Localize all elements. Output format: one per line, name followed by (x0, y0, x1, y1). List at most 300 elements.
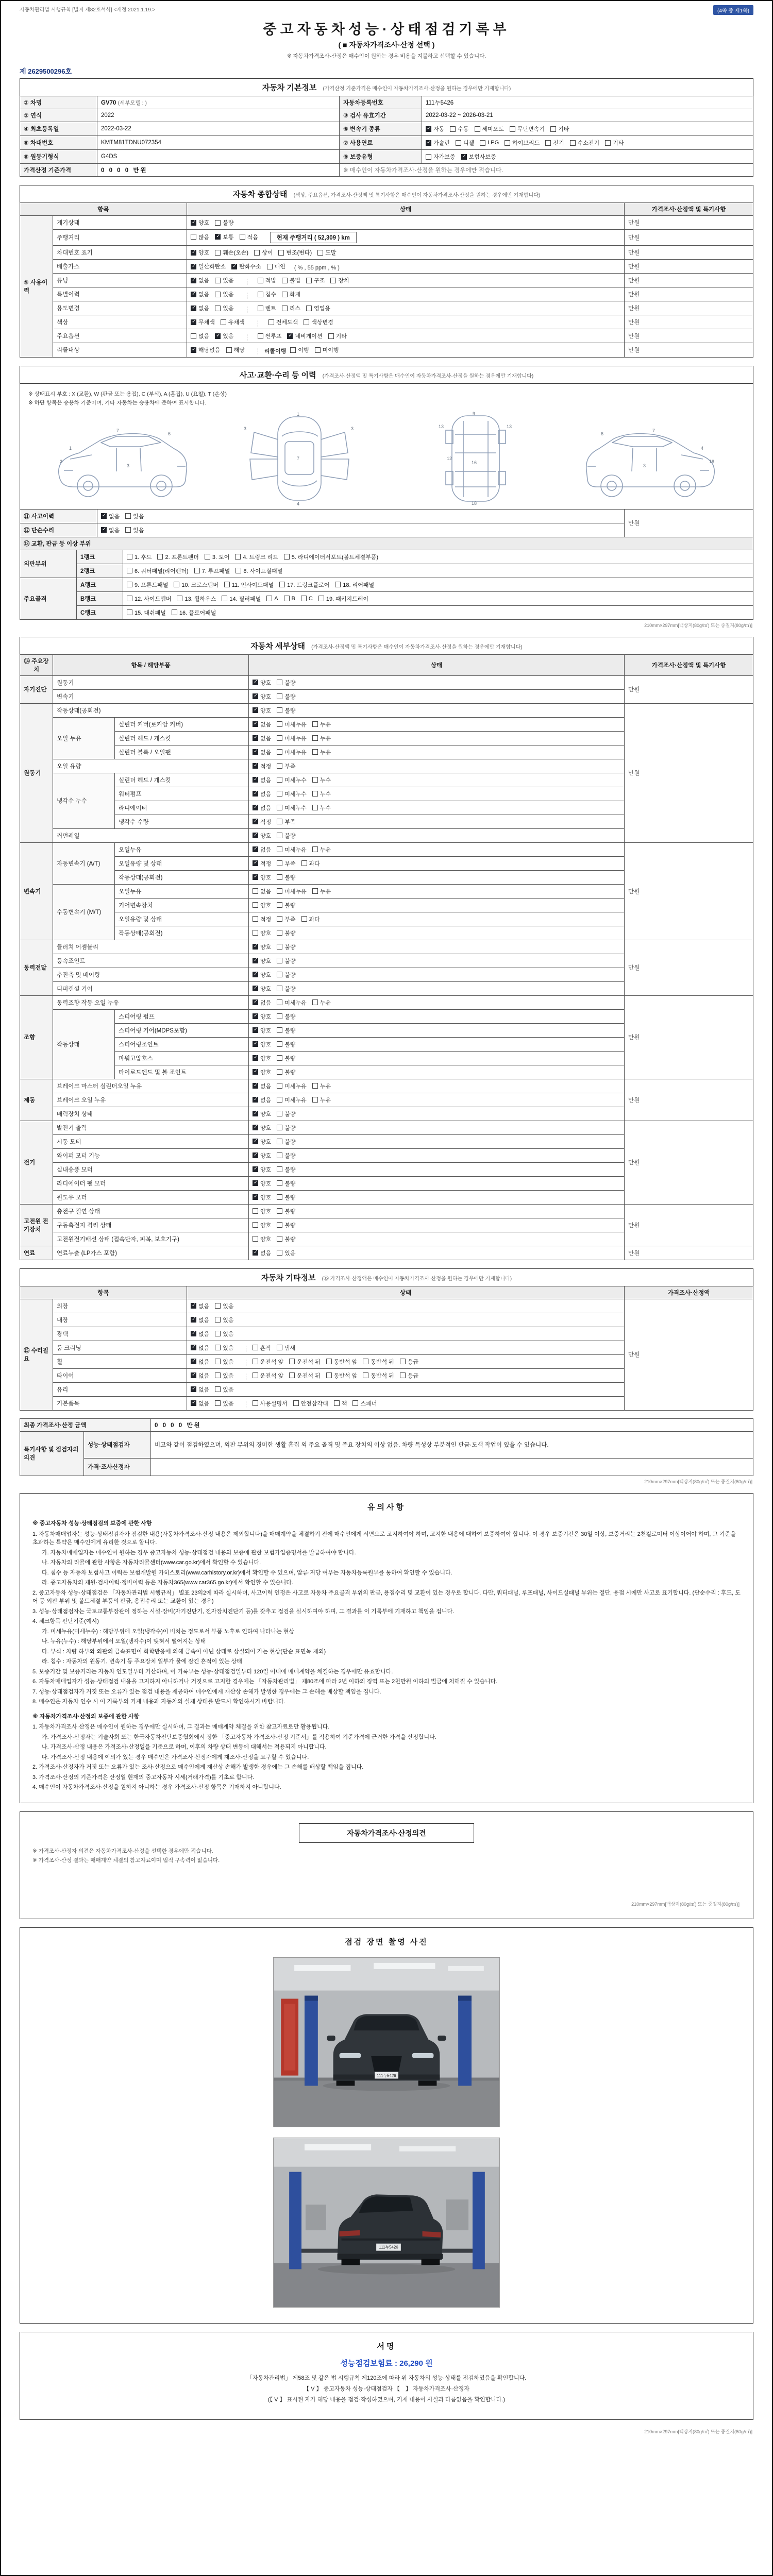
checkbox-box (215, 278, 221, 283)
checkbox-미이행[interactable] (315, 346, 339, 354)
checkbox-무단변속기[interactable] (510, 125, 545, 133)
checkbox-불량[interactable] (277, 901, 295, 909)
checkbox-label: 미세누유 (284, 1097, 307, 1104)
checkbox-이행[interactable] (290, 346, 309, 354)
checkbox-LPG[interactable] (480, 140, 499, 146)
notices-title: 유의사항 (367, 1502, 406, 1512)
checkbox-불량[interactable] (277, 1040, 295, 1048)
checkbox-동반석 뒤[interactable] (363, 1371, 394, 1380)
sub-option-label (247, 293, 254, 299)
checkbox-기타[interactable] (605, 139, 624, 147)
checkbox-없음[interactable] (101, 512, 120, 520)
checkbox-불량[interactable] (277, 706, 295, 715)
notice-line: 1. 자동차매매업자는 성능·상태점검자가 점검한 내용(자동차가격조사·산정 내용은 제외합니다)을 매매계약을 체결하기 전에 매수인에게 서면으로 고지하여야 하며, 고지한 내용에 대하여 보증하여야 합니다. 이 경우 보증기간은 30일 이상, 보증거리는 2천킬로미터 이상이어야 하며, 그 기준을 초과하는 특약은 매수인에게 유리한 것으로 합니다. (32, 1531, 736, 1546)
checkbox-양호[interactable] (253, 1124, 271, 1132)
checkbox-적음[interactable] (240, 233, 258, 241)
item-label: 유리 (53, 1382, 187, 1396)
detail-row (20, 1079, 753, 1093)
checkbox-box (191, 347, 196, 353)
checkbox-없음[interactable] (191, 1302, 209, 1310)
checkbox-없음[interactable] (191, 1358, 209, 1366)
state-cell (187, 1313, 625, 1327)
checkbox-9. 프론트패널[interactable] (127, 581, 168, 589)
checkbox-양호[interactable] (253, 1026, 271, 1035)
checkbox-있음[interactable] (215, 1399, 233, 1408)
checkbox-있음[interactable] (215, 1330, 233, 1338)
checkbox-label: 무단변속기 (517, 126, 545, 132)
state-cell (249, 675, 625, 689)
checkbox-미세누수[interactable] (277, 776, 307, 784)
checkbox-box (215, 220, 221, 226)
checkbox-13. 휠하우스[interactable] (177, 595, 216, 603)
checkbox-box (253, 1013, 258, 1019)
checkbox-불량[interactable] (277, 1054, 295, 1062)
checkbox-box (277, 735, 282, 741)
checkbox-양호[interactable] (253, 692, 271, 701)
accident-title-note: (가격조사·산정액 및 특기사항은 매수인이 자동차가격조사·산정을 원하는 경우에만 기재합니다) (322, 373, 534, 379)
checkbox-미세누유[interactable] (277, 998, 307, 1007)
checkbox-label: 침수 (265, 292, 276, 298)
checkbox-상이[interactable] (254, 248, 273, 257)
checkbox-수동[interactable] (450, 125, 468, 133)
checkbox-19. 패키지트레이[interactable] (318, 595, 368, 603)
checkbox-label: 과다 (309, 916, 320, 923)
checkbox-없음[interactable] (253, 845, 271, 854)
checkbox-양호[interactable] (253, 1179, 271, 1188)
checkbox-양호[interactable] (253, 957, 271, 965)
checkbox-장치[interactable] (330, 276, 349, 284)
checkbox-불량[interactable] (215, 218, 233, 227)
checkbox-15. 대쉬패널[interactable] (127, 608, 166, 617)
checkbox-미세누유[interactable] (277, 1096, 307, 1104)
checkbox-미세누유[interactable] (277, 845, 307, 854)
checkbox-없음[interactable] (191, 1316, 209, 1324)
checkbox-box (101, 513, 107, 519)
rank1-label: 1랭크 (77, 550, 123, 564)
checkbox-box (550, 126, 556, 132)
checkbox-불량[interactable] (277, 1110, 295, 1118)
checkbox-불량[interactable] (277, 1165, 295, 1174)
checkbox-불량[interactable] (277, 971, 295, 979)
rankA-row (20, 578, 753, 591)
checkbox-적정[interactable] (253, 762, 271, 770)
checkbox-box (570, 140, 576, 146)
checkbox-적정[interactable] (253, 915, 271, 923)
checkbox-label: 불량 (284, 1208, 296, 1215)
state-cell (249, 968, 625, 981)
checkbox-수소전기[interactable] (570, 139, 600, 147)
checkbox-없음[interactable] (191, 1385, 209, 1394)
checkbox-label: 있음 (223, 1317, 234, 1324)
checkbox-과다[interactable] (301, 859, 320, 868)
checkbox-label: 없음 (109, 527, 120, 534)
checkbox-동반석 뒤[interactable] (363, 1358, 394, 1366)
checkbox-탄화수소[interactable] (231, 262, 261, 270)
checkbox-미세누수[interactable] (277, 790, 307, 798)
checkbox-label: 기타 (335, 333, 347, 340)
state-cell (249, 856, 625, 870)
checkbox-3. 도어[interactable] (205, 553, 229, 561)
checkbox-누유[interactable] (312, 998, 331, 1007)
checkbox-불량[interactable] (277, 1193, 295, 1201)
checkbox-label: 불량 (284, 1236, 296, 1243)
checkbox-양호[interactable] (253, 1221, 271, 1229)
checkbox-양호[interactable] (253, 1138, 271, 1146)
checkbox-B[interactable] (284, 596, 295, 602)
checkbox-디젤[interactable] (456, 139, 474, 147)
checkbox-자가보증[interactable] (426, 152, 456, 161)
checkbox-응급[interactable] (400, 1358, 418, 1366)
checkbox-label: 냄새 (284, 1345, 296, 1351)
checkbox-양호[interactable] (253, 679, 271, 687)
checkbox-불량[interactable] (277, 985, 295, 993)
checkbox-양호[interactable] (253, 873, 271, 882)
first-registration-label: ④ 최초등록일 (20, 122, 97, 136)
checkbox-운전석 앞[interactable] (253, 1371, 284, 1380)
checkbox-양호[interactable] (253, 943, 271, 951)
checkbox-불량[interactable] (277, 957, 295, 965)
checkbox-불량[interactable] (277, 679, 295, 687)
checkbox-있음[interactable] (215, 1344, 233, 1352)
section-price-opinion (20, 1811, 753, 1919)
checkbox-box (236, 568, 241, 573)
checkbox-18. 리어패널[interactable] (335, 581, 374, 589)
checkbox-양호[interactable] (253, 985, 271, 993)
checkbox-불량[interactable] (277, 943, 295, 951)
checkbox-없음[interactable] (191, 1330, 209, 1338)
checkbox-스패너[interactable] (352, 1399, 377, 1408)
checkbox-가솔린[interactable] (426, 139, 450, 147)
checkbox-있음[interactable] (125, 512, 144, 520)
checkbox-미세누유[interactable] (277, 720, 307, 728)
checkbox-동반석 앞[interactable] (326, 1371, 358, 1380)
checkbox-label: 동반석 앞 (333, 1359, 358, 1365)
rankA-label: A랭크 (77, 578, 123, 591)
checkbox-없음[interactable] (253, 1249, 271, 1257)
checkbox-없음[interactable] (253, 998, 271, 1007)
checkbox-양호[interactable] (253, 1054, 271, 1062)
checkbox-도말[interactable] (317, 248, 336, 257)
checkbox-불법[interactable] (282, 276, 300, 284)
checkbox-썬루프[interactable] (258, 332, 282, 340)
checkbox-누수[interactable] (312, 804, 331, 812)
checkbox-없음[interactable] (191, 332, 209, 340)
checkbox-보통[interactable] (215, 233, 233, 241)
checkbox-유채색[interactable] (221, 318, 245, 326)
checkbox-양호[interactable] (253, 929, 271, 937)
checkbox-무채색[interactable] (191, 318, 215, 326)
checkbox-미세누유[interactable] (277, 748, 307, 756)
rankA-options (123, 578, 753, 591)
checkbox-label: 도말 (325, 250, 337, 256)
price-cell: 만원 (625, 940, 753, 995)
notice-line: 라. 침수 : 자동차의 원동기, 변속기 등 주요장치 일부가 물에 잠긴 흔적이 있는 상태 (42, 1658, 242, 1665)
checkbox-해당없음[interactable] (191, 346, 221, 354)
checkbox-없음[interactable] (253, 1082, 271, 1090)
checkbox-없음[interactable] (253, 776, 271, 784)
checkbox-box (231, 264, 237, 269)
checkbox-불량[interactable] (277, 1179, 295, 1188)
checkbox-없음[interactable] (101, 526, 120, 534)
checkbox-일산화탄소[interactable] (191, 262, 226, 270)
checkbox-box (215, 234, 221, 240)
checkbox-미세누유[interactable] (277, 734, 307, 742)
exchange-panel-table (20, 537, 753, 620)
checkbox-box (277, 693, 282, 699)
state-cell (249, 1023, 625, 1037)
state-cell (249, 995, 625, 1009)
car-diagram-underbody-frame (397, 411, 552, 506)
checkbox-없음[interactable] (253, 734, 271, 742)
checkbox-불량[interactable] (277, 1235, 295, 1243)
checkbox-불량[interactable] (277, 832, 295, 840)
checkbox-네비게이션[interactable] (287, 332, 322, 340)
checkbox-box (258, 278, 263, 283)
checkbox-해당[interactable] (226, 346, 245, 354)
checkbox-label: 적정 (260, 819, 272, 825)
checkbox-보험사보증[interactable] (461, 152, 496, 161)
checkbox-6. 쿼터패널(리어펜더)[interactable] (127, 567, 189, 575)
checkbox-없음[interactable] (191, 304, 209, 312)
other-info-table (20, 1286, 753, 1411)
checkbox-누유[interactable] (312, 748, 331, 756)
checkbox-불량[interactable] (277, 1221, 295, 1229)
checkbox-있음[interactable] (125, 526, 144, 534)
checkbox-10. 크로스멤버[interactable] (174, 581, 218, 589)
checkbox-12. 사이드멤버[interactable] (127, 595, 171, 603)
checkbox-있음[interactable] (215, 290, 233, 298)
checkbox-label: 이행 (298, 347, 309, 353)
checkbox-양호[interactable] (253, 1151, 271, 1160)
checkbox-누유[interactable] (312, 734, 331, 742)
checkbox-리스[interactable] (282, 304, 300, 312)
checkbox-box (254, 250, 260, 256)
exchange-label: ⑬ 교환, 판금 등 이상 부위 (20, 537, 753, 550)
checkbox-label: 매연 (274, 264, 285, 270)
checkbox-label: 3. 도어 (212, 554, 230, 561)
checkbox-잭[interactable] (334, 1399, 347, 1408)
checkbox-불량[interactable] (277, 1012, 295, 1021)
svg-text:13: 13 (439, 423, 444, 429)
checkbox-14. 필러패널[interactable] (222, 595, 261, 603)
checkbox-동반석 앞[interactable] (326, 1358, 358, 1366)
checkbox-전체도색[interactable] (268, 318, 298, 326)
checkbox-하이브리드[interactable] (505, 139, 540, 147)
checkbox-label: 2. 프론트펜더 (165, 554, 199, 561)
checkbox-불량[interactable] (277, 873, 295, 882)
checkbox-누유[interactable] (312, 845, 331, 854)
checkbox-안전삼각대[interactable] (293, 1399, 328, 1408)
checkbox-기타[interactable] (328, 332, 347, 340)
checkbox-있음[interactable] (215, 1358, 233, 1366)
diagram-legend-2: ※ 하단 항목은 승용차 기준이며, 기타 자동차는 승용차에 준하여 표시합니다. (28, 399, 207, 406)
detail-row (20, 675, 753, 689)
checkbox-미세누유[interactable] (277, 887, 307, 895)
checkbox-양호[interactable] (253, 832, 271, 840)
checkbox-label: 누수 (320, 791, 331, 798)
checkbox-누유[interactable] (312, 720, 331, 728)
checkbox-box (215, 306, 221, 311)
checkbox-label: 스패너 (360, 1400, 377, 1407)
checkbox-2. 프론트펜더[interactable] (157, 553, 198, 561)
checkbox-있음[interactable] (215, 1385, 233, 1394)
checkbox-7. 루프패널[interactable] (194, 567, 230, 575)
checkbox-label: 수동 (458, 126, 469, 132)
checkbox-불량[interactable] (277, 1026, 295, 1035)
price-cell: 만원 (625, 274, 753, 287)
checkbox-변조(변타)[interactable] (278, 248, 312, 257)
checkbox-있음[interactable] (215, 332, 233, 340)
checkbox-색상변경[interactable] (304, 318, 333, 326)
checkbox-구조[interactable] (306, 276, 325, 284)
checkbox-부족[interactable] (277, 915, 295, 923)
checkbox-있음[interactable] (277, 1249, 295, 1257)
checkbox-없음[interactable] (253, 1096, 271, 1104)
checkbox-미세누수[interactable] (277, 804, 307, 812)
checkbox-양호[interactable] (191, 218, 209, 227)
checkbox-많음[interactable] (191, 233, 209, 241)
checkbox-누유[interactable] (312, 1082, 331, 1090)
detail-title-note: (가격조사·산정액 및 특기사항은 매수인이 자동차가격조사·산정을 원하는 경우에만 기재합니다) (311, 644, 523, 650)
checkbox-운전석 뒤[interactable] (289, 1358, 321, 1366)
checkbox-불량[interactable] (277, 929, 295, 937)
checkbox-불량[interactable] (277, 692, 295, 701)
checkbox-label: 불량 (284, 1194, 296, 1201)
checkbox-box (317, 250, 323, 256)
checkbox-훼손(오손)[interactable] (215, 248, 248, 257)
checkbox-양호[interactable] (253, 706, 271, 715)
checkbox-box (335, 582, 341, 587)
checkbox-box (253, 874, 258, 880)
checkbox-label: 양호 (260, 1069, 272, 1076)
checkbox-누수[interactable] (312, 776, 331, 784)
checkbox-미세누유[interactable] (277, 1082, 307, 1090)
checkbox-1. 후드[interactable] (127, 553, 152, 561)
checkbox-침수[interactable] (258, 290, 276, 298)
checkbox-box (334, 1400, 340, 1406)
checkbox-운전석 앞[interactable] (253, 1358, 284, 1366)
checkbox-응급[interactable] (400, 1371, 418, 1380)
checkbox-없음[interactable] (253, 748, 271, 756)
checkbox-냄새[interactable] (277, 1344, 295, 1352)
checkbox-17. 트렁크플로어[interactable] (279, 581, 329, 589)
item-label: 브레이크 마스터 실린더오일 누유 (53, 1079, 249, 1093)
basic-row-1 (20, 96, 753, 109)
item-label: 외장 (53, 1299, 187, 1313)
state-cell (249, 1148, 625, 1162)
checkbox-양호[interactable] (253, 901, 271, 909)
item-label: 동력조향 작동 오일 누유 (53, 995, 249, 1009)
checkbox-box (352, 1400, 358, 1406)
checkbox-없음[interactable] (253, 790, 271, 798)
checkbox-불량[interactable] (277, 1068, 295, 1076)
device-group-label: 제동 (20, 1079, 53, 1121)
checkbox-누유[interactable] (312, 1096, 331, 1104)
checkbox-5. 라디에이터서포트(볼트체결부품)[interactable] (284, 553, 378, 561)
checkbox-렌트[interactable] (258, 304, 276, 312)
checkbox-label: 응급 (407, 1372, 419, 1379)
checkbox-누유[interactable] (312, 887, 331, 895)
checkbox-불량[interactable] (277, 1151, 295, 1160)
checkbox-11. 인사이드패널[interactable] (224, 581, 274, 589)
checkbox-전기[interactable] (545, 139, 564, 147)
checkbox-box (277, 1180, 282, 1186)
checkbox-있음[interactable] (215, 1316, 233, 1324)
checkbox-양호[interactable] (253, 1165, 271, 1174)
checkbox-불량[interactable] (277, 1124, 295, 1132)
checkbox-양호[interactable] (253, 1040, 271, 1048)
checkbox-C[interactable] (301, 596, 313, 602)
checkbox-없음[interactable] (191, 1399, 209, 1408)
checkbox-있음[interactable] (215, 304, 233, 312)
checkbox-양호[interactable] (253, 1235, 271, 1243)
item-label: 타이로드엔드 및 볼 조인트 (115, 1065, 249, 1079)
checkbox-양호[interactable] (191, 248, 209, 257)
checkbox-box (290, 347, 296, 353)
checkbox-양호[interactable] (253, 1110, 271, 1118)
checkbox-영업용[interactable] (306, 304, 330, 312)
checkbox-불량[interactable] (277, 1207, 295, 1215)
overall-row (20, 216, 753, 230)
checkbox-있음[interactable] (215, 1302, 233, 1310)
checkbox-8. 사이드실패널[interactable] (236, 567, 282, 575)
checkbox-부족[interactable] (277, 762, 295, 770)
checkbox-label: 잭 (341, 1400, 347, 1407)
checkbox-부족[interactable] (277, 859, 295, 868)
checkbox-label: 색상변경 (311, 319, 333, 326)
checkbox-양호[interactable] (253, 1068, 271, 1076)
checkbox-없음[interactable] (253, 720, 271, 728)
checkbox-label: 적음 (247, 234, 258, 241)
checkbox-적정[interactable] (253, 818, 271, 826)
checkbox-적정[interactable] (253, 859, 271, 868)
checkbox-사용설명서[interactable] (253, 1399, 288, 1408)
checkbox-과다[interactable] (301, 915, 320, 923)
checkbox-양호[interactable] (253, 971, 271, 979)
checkbox-자동[interactable] (426, 125, 444, 133)
checkbox-흔적[interactable] (253, 1344, 271, 1352)
checkbox-없음[interactable] (253, 887, 271, 895)
checkbox-없음[interactable] (191, 290, 209, 298)
checkbox-box (330, 278, 336, 283)
checkbox-label: 있음 (223, 278, 234, 284)
checkbox-화재[interactable] (282, 290, 300, 298)
checkbox-16. 플로어패널[interactable] (172, 608, 216, 617)
checkbox-기타[interactable] (550, 125, 569, 133)
checkbox-없음[interactable] (191, 276, 209, 284)
checkbox-적법[interactable] (258, 276, 276, 284)
checkbox-있음[interactable] (215, 276, 233, 284)
checkbox-누수[interactable] (312, 790, 331, 798)
checkbox-없음[interactable] (191, 1371, 209, 1380)
checkbox-양호[interactable] (253, 1012, 271, 1021)
checkbox-운전석 뒤[interactable] (289, 1371, 321, 1380)
checkbox-A[interactable] (266, 596, 278, 602)
checkbox-세미오토[interactable] (475, 125, 505, 133)
checkbox-부족[interactable] (277, 818, 295, 826)
checkbox-label: 없음 (198, 278, 210, 284)
checkbox-없음[interactable] (253, 804, 271, 812)
checkbox-양호[interactable] (253, 1193, 271, 1201)
checkbox-매연[interactable] (267, 262, 285, 270)
checkbox-불량[interactable] (277, 1138, 295, 1146)
checkbox-없음[interactable] (191, 1344, 209, 1352)
checkbox-4. 트렁크 리드[interactable] (235, 553, 278, 561)
checkbox-box (400, 1372, 406, 1378)
checkbox-있음[interactable] (215, 1371, 233, 1380)
state-cell (249, 773, 625, 787)
checkbox-양호[interactable] (253, 1207, 271, 1215)
